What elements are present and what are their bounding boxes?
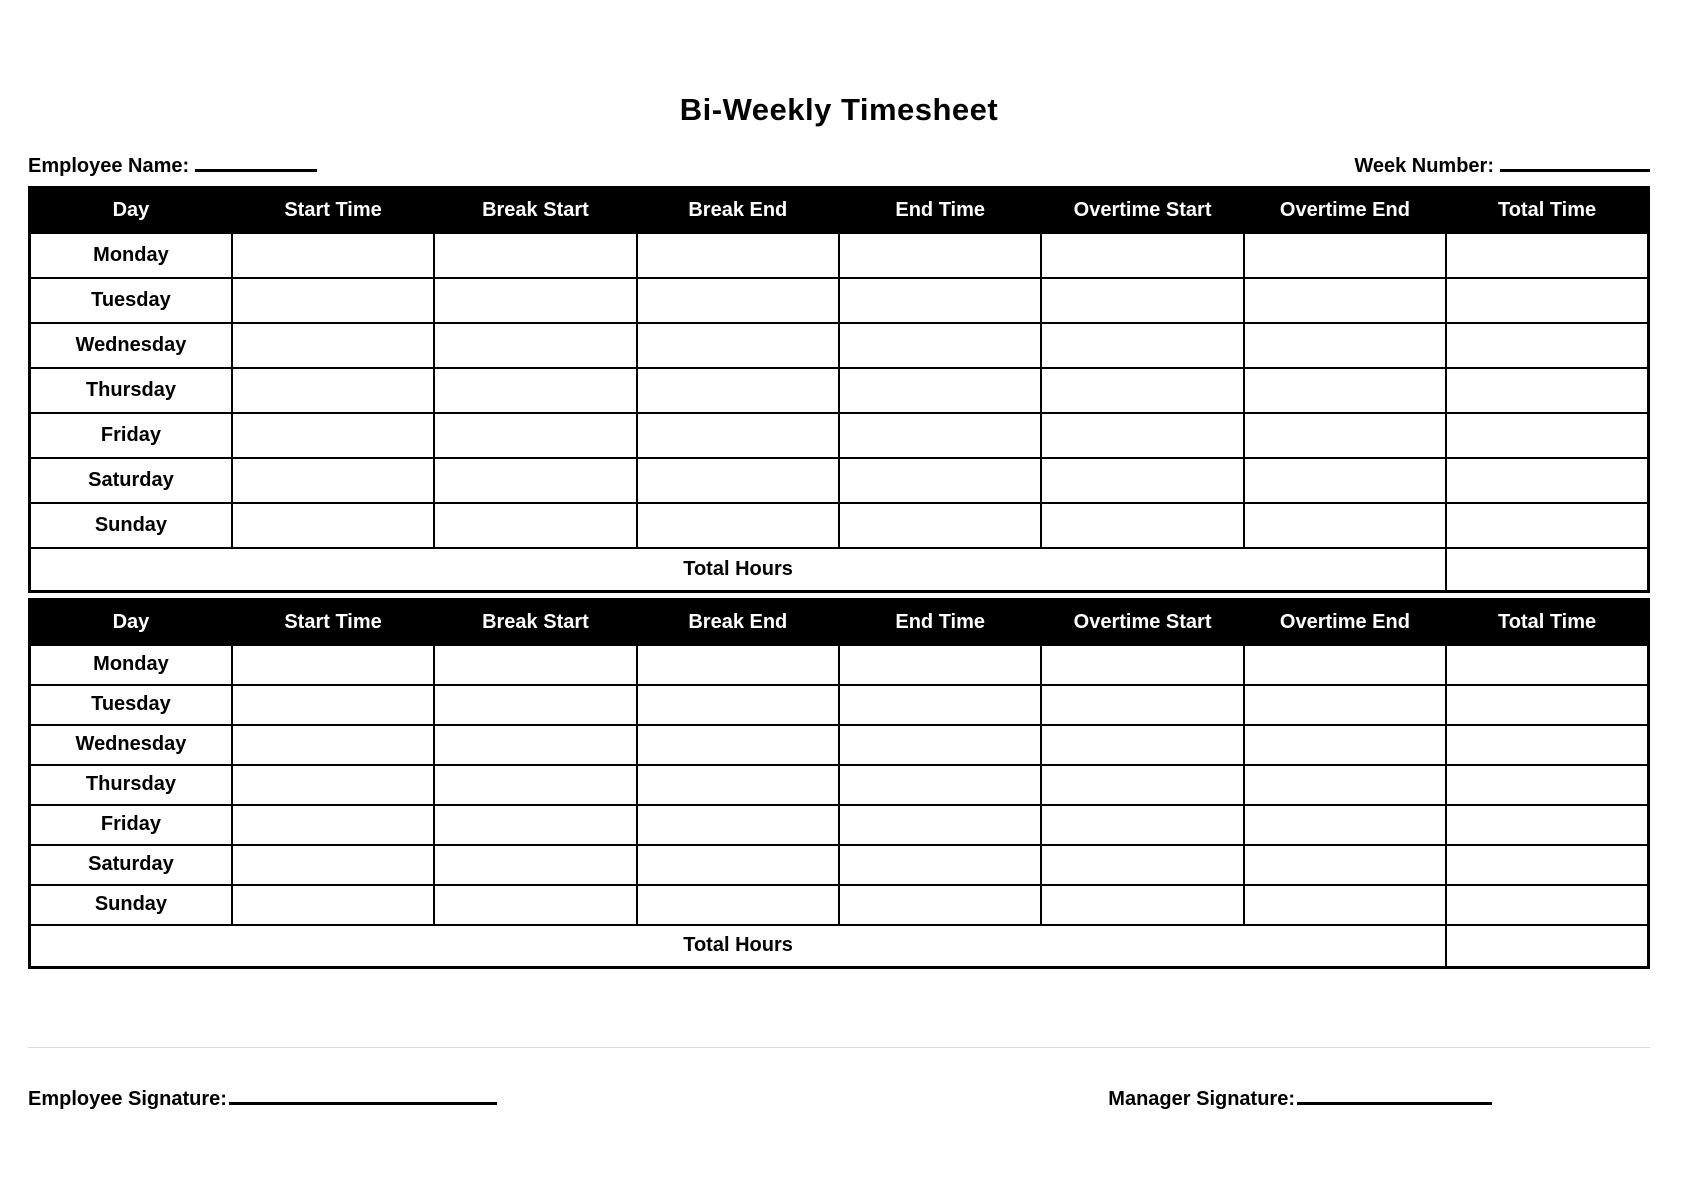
total-hours-label: Total Hours — [30, 548, 1447, 592]
day-label: Tuesday — [30, 278, 232, 323]
week-number-field[interactable] — [1500, 156, 1650, 172]
break-end-cell[interactable] — [637, 885, 839, 925]
day-label: Wednesday — [30, 725, 232, 765]
total-hours-label: Total Hours — [30, 925, 1447, 968]
end-time-cell[interactable] — [839, 323, 1041, 368]
end-time-cell[interactable] — [839, 278, 1041, 323]
break-start-cell[interactable] — [434, 323, 636, 368]
start-time-cell[interactable] — [232, 765, 434, 805]
column-header-total-time: Total Time — [1446, 600, 1648, 645]
column-header-end-time: End Time — [839, 188, 1041, 233]
week-2-row-thursday — [30, 765, 1649, 805]
break-start-cell[interactable] — [434, 765, 636, 805]
overtime-start-cell[interactable] — [1041, 278, 1243, 323]
overtime-end-cell[interactable] — [1244, 503, 1446, 548]
overtime-start-cell[interactable] — [1041, 645, 1243, 685]
break-start-cell[interactable] — [434, 885, 636, 925]
end-time-cell[interactable] — [839, 645, 1041, 685]
overtime-end-cell[interactable] — [1244, 233, 1446, 278]
overtime-start-cell[interactable] — [1041, 685, 1243, 725]
day-label: Sunday — [30, 503, 232, 548]
column-header-start-time: Start Time — [232, 188, 434, 233]
column-header-break-start: Break Start — [434, 600, 636, 645]
break-start-cell[interactable] — [434, 725, 636, 765]
total-time-cell[interactable] — [1446, 845, 1648, 885]
total-time-cell[interactable] — [1446, 323, 1648, 368]
break-start-cell[interactable] — [434, 845, 636, 885]
header-row — [30, 188, 1649, 233]
overtime-end-cell[interactable] — [1244, 645, 1446, 685]
end-time-cell[interactable] — [839, 458, 1041, 503]
timesheet-week-1-table — [28, 186, 1650, 593]
week-2-row-sunday — [30, 885, 1649, 925]
column-header-break-end: Break End — [637, 600, 839, 645]
break-start-cell[interactable] — [434, 805, 636, 845]
total-time-cell[interactable] — [1446, 685, 1648, 725]
column-header-overtime-start: Overtime Start — [1041, 600, 1243, 645]
day-label: Thursday — [30, 368, 232, 413]
week-number-group — [1354, 155, 1650, 177]
day-label: Saturday — [30, 845, 232, 885]
total-time-cell[interactable] — [1446, 645, 1648, 685]
overtime-end-cell[interactable] — [1244, 765, 1446, 805]
day-label: Monday — [30, 645, 232, 685]
end-time-cell[interactable] — [839, 885, 1041, 925]
overtime-start-cell[interactable] — [1041, 233, 1243, 278]
end-time-cell[interactable] — [839, 685, 1041, 725]
overtime-end-cell[interactable] — [1244, 725, 1446, 765]
start-time-cell[interactable] — [232, 725, 434, 765]
week-1-row-friday — [30, 413, 1649, 458]
footer-divider — [28, 1047, 1650, 1048]
overtime-end-cell[interactable] — [1244, 323, 1446, 368]
total-time-cell[interactable] — [1446, 805, 1648, 845]
meta-row — [28, 155, 1650, 177]
total-hours-value-cell[interactable] — [1446, 548, 1648, 592]
column-header-day: Day — [30, 188, 232, 233]
week-1-row-saturday — [30, 458, 1649, 503]
week-2-row-saturday — [30, 845, 1649, 885]
end-time-cell[interactable] — [839, 805, 1041, 845]
start-time-cell[interactable] — [232, 885, 434, 925]
day-label: Tuesday — [30, 685, 232, 725]
break-end-cell[interactable] — [637, 368, 839, 413]
day-label: Monday — [30, 233, 232, 278]
week-1-row-sunday — [30, 503, 1649, 548]
total-time-cell[interactable] — [1446, 458, 1648, 503]
break-end-cell[interactable] — [637, 413, 839, 458]
overtime-start-cell[interactable] — [1041, 368, 1243, 413]
column-header-start-time: Start Time — [232, 600, 434, 645]
day-label: Saturday — [30, 458, 232, 503]
overtime-start-cell[interactable] — [1041, 323, 1243, 368]
end-time-cell[interactable] — [839, 725, 1041, 765]
break-start-cell[interactable] — [434, 645, 636, 685]
break-start-cell[interactable] — [434, 368, 636, 413]
start-time-cell[interactable] — [232, 685, 434, 725]
overtime-start-cell[interactable] — [1041, 503, 1243, 548]
overtime-start-cell[interactable] — [1041, 413, 1243, 458]
column-header-overtime-end: Overtime End — [1244, 188, 1446, 233]
overtime-end-cell[interactable] — [1244, 278, 1446, 323]
total-time-cell[interactable] — [1446, 233, 1648, 278]
start-time-cell[interactable] — [232, 368, 434, 413]
employee-signature-group — [28, 1088, 497, 1111]
total-hours-value-cell[interactable] — [1446, 925, 1648, 968]
day-label: Friday — [30, 413, 232, 458]
week-2-total-hours-row — [30, 925, 1649, 968]
overtime-start-cell[interactable] — [1041, 725, 1243, 765]
break-end-cell[interactable] — [637, 323, 839, 368]
manager-signature-label: Manager Signature: — [1108, 1088, 1295, 1110]
start-time-cell[interactable] — [232, 845, 434, 885]
break-end-cell[interactable] — [637, 685, 839, 725]
total-time-cell[interactable] — [1446, 885, 1648, 925]
break-end-cell[interactable] — [637, 278, 839, 323]
end-time-cell[interactable] — [839, 503, 1041, 548]
overtime-end-cell[interactable] — [1244, 845, 1446, 885]
column-header-total-time: Total Time — [1446, 188, 1648, 233]
break-start-cell[interactable] — [434, 503, 636, 548]
overtime-start-cell[interactable] — [1041, 885, 1243, 925]
week-2-row-wednesday — [30, 725, 1649, 765]
header-row — [30, 600, 1649, 645]
end-time-cell[interactable] — [839, 233, 1041, 278]
overtime-start-cell[interactable] — [1041, 845, 1243, 885]
break-end-cell[interactable] — [637, 805, 839, 845]
end-time-cell[interactable] — [839, 845, 1041, 885]
break-start-cell[interactable] — [434, 685, 636, 725]
start-time-cell[interactable] — [232, 458, 434, 503]
break-start-cell[interactable] — [434, 278, 636, 323]
break-end-cell[interactable] — [637, 503, 839, 548]
column-header-break-start: Break Start — [434, 188, 636, 233]
day-label: Wednesday — [30, 323, 232, 368]
week-2-row-monday — [30, 645, 1649, 685]
column-header-day: Day — [30, 600, 232, 645]
start-time-cell[interactable] — [232, 413, 434, 458]
overtime-end-cell[interactable] — [1244, 413, 1446, 458]
start-time-cell[interactable] — [232, 645, 434, 685]
employee-name-field[interactable] — [195, 156, 317, 172]
total-time-cell[interactable] — [1446, 765, 1648, 805]
week-1-row-wednesday — [30, 323, 1649, 368]
start-time-cell[interactable] — [232, 323, 434, 368]
week-1-row-tuesday — [30, 278, 1649, 323]
week-2-row-friday — [30, 805, 1649, 845]
week-1-row-monday — [30, 233, 1649, 278]
start-time-cell[interactable] — [232, 233, 434, 278]
end-time-cell[interactable] — [839, 368, 1041, 413]
signature-row — [28, 1088, 1650, 1111]
start-time-cell[interactable] — [232, 278, 434, 323]
employee-name-group — [28, 155, 317, 177]
overtime-start-cell[interactable] — [1041, 458, 1243, 503]
overtime-end-cell[interactable] — [1244, 368, 1446, 413]
overtime-start-cell[interactable] — [1041, 805, 1243, 845]
manager-signature-field[interactable] — [1297, 1089, 1492, 1105]
total-time-cell[interactable] — [1446, 278, 1648, 323]
column-header-break-end: Break End — [637, 188, 839, 233]
total-time-cell[interactable] — [1446, 503, 1648, 548]
end-time-cell[interactable] — [839, 765, 1041, 805]
overtime-end-cell[interactable] — [1244, 885, 1446, 925]
week-number-label: Week Number: — [1354, 155, 1494, 177]
break-end-cell[interactable] — [637, 233, 839, 278]
total-time-cell[interactable] — [1446, 413, 1648, 458]
timesheet-week-2-table — [28, 598, 1650, 969]
column-header-overtime-end: Overtime End — [1244, 600, 1446, 645]
break-end-cell[interactable] — [637, 645, 839, 685]
break-end-cell[interactable] — [637, 765, 839, 805]
break-start-cell[interactable] — [434, 413, 636, 458]
break-end-cell[interactable] — [637, 458, 839, 503]
column-header-end-time: End Time — [839, 600, 1041, 645]
overtime-end-cell[interactable] — [1244, 685, 1446, 725]
start-time-cell[interactable] — [232, 503, 434, 548]
end-time-cell[interactable] — [839, 413, 1041, 458]
break-start-cell[interactable] — [434, 233, 636, 278]
week-1-row-thursday — [30, 368, 1649, 413]
manager-signature-group — [1108, 1088, 1492, 1111]
overtime-start-cell[interactable] — [1041, 765, 1243, 805]
employee-signature-field[interactable] — [229, 1089, 497, 1105]
page-title: Bi-Weekly Timesheet — [679, 92, 999, 127]
overtime-end-cell[interactable] — [1244, 805, 1446, 845]
break-start-cell[interactable] — [434, 458, 636, 503]
employee-name-label: Employee Name: — [28, 155, 190, 177]
break-end-cell[interactable] — [637, 845, 839, 885]
break-end-cell[interactable] — [637, 725, 839, 765]
column-header-overtime-start: Overtime Start — [1041, 188, 1243, 233]
employee-signature-label: Employee Signature: — [28, 1088, 227, 1110]
total-time-cell[interactable] — [1446, 725, 1648, 765]
overtime-end-cell[interactable] — [1244, 458, 1446, 503]
day-label: Friday — [30, 805, 232, 845]
start-time-cell[interactable] — [232, 805, 434, 845]
day-label: Sunday — [30, 885, 232, 925]
week-1-total-hours-row — [30, 548, 1649, 592]
total-time-cell[interactable] — [1446, 368, 1648, 413]
week-2-row-tuesday — [30, 685, 1649, 725]
day-label: Thursday — [30, 765, 232, 805]
